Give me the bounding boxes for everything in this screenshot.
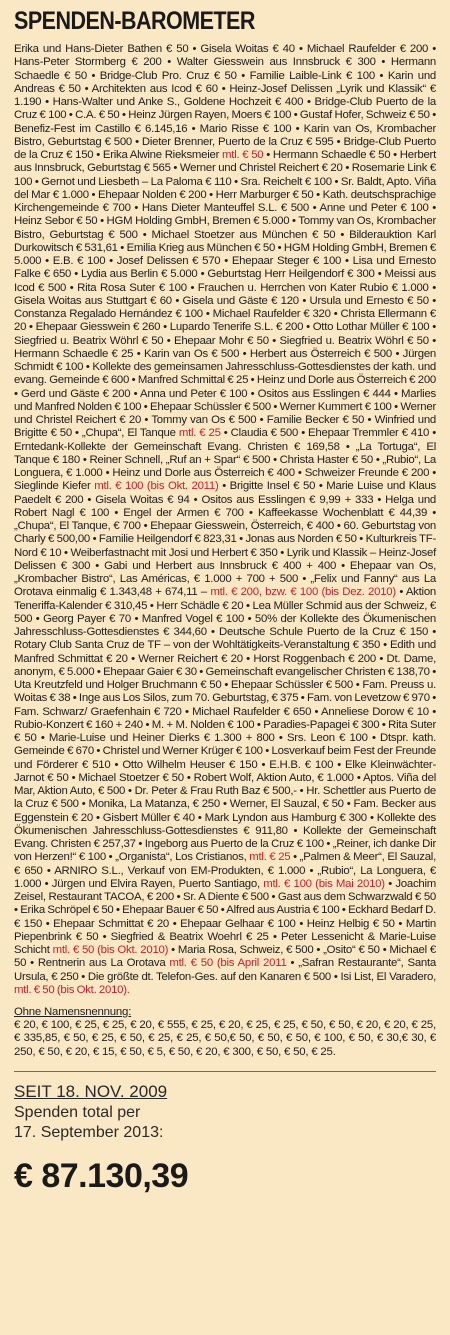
monthly-donation-note: mtl. € 50 (bis Okt. 2010) [52, 944, 169, 956]
donor-text: • Maria Rosa, Schweiz, € 500 • „Osito“ € 50 • Michael € 50 • Rentnerin aus La Orotava [14, 944, 436, 970]
monthly-donation-note: mtl. € 200, bzw. € 100 (bis Dez. 2010) [210, 586, 396, 599]
monthly-donation-note: mtl. € 100 (bis Mai 2010) [263, 877, 385, 890]
monthly-donation-note: mtl. € 50 [222, 149, 264, 161]
since-date: SEIT 18. NOV. 2009 [14, 1081, 168, 1101]
donor-text: Erika und Hans-Dieter Bathen € 50 • Gisela Woitas € 40 • Michael Raufelder € 200 • Hans-Peter Stormberg € 200 • Walter Giesswein aus Innsbruck € 300 • Hermann Schaedle € 50 • Bridge-Club Pro. Cruz € 50 • Familie Laible-Link € 100 • Karin und Andreas € 50 • Architekten aus Icod € 60 • Heinz-Josef Delissen „Lyrik und Klassik“ € 1.190 • Hans-Walter und Anke S., Goldene Hochzeit € 400 • Bridge-Club Puerto de la Cruz € 100 • C.A. € 50 • Heinz Jürgen Rayen, Moers € 100 • Gustaf Hofer, Schweiz € 50 • Benefiz-Fest im Castillo € 6.145,16 • Mario Risse € 100 • Karin van Os, Krombacher Bistro, Geburtstag € 500 • Dieter Brenner, Puerto de la Cruz € 595 • Bridge-Club Puerto de la Cruz € 150 • Erika Alwine Rieksmeier [14, 43, 436, 161]
donor-text: • „Palmen & Meer“, El Sauzal, € 650 • ARNIRO S.L., Verkauf von EM-Produkten, € 1.000 • „Rubio“, La Longuera, € 1.000 • Jürgen und Elvira Rayen, Puerto Santiago, [14, 851, 436, 890]
total-amount: € 87.130,39 [14, 1156, 189, 1195]
anonymous-heading: Ohne Namensnennung: [14, 1006, 132, 1018]
donor-text: • Aktion Teneriffa-Kalender € 310,45 • Herr Schädle € 20 • Lea Müller Schmid aus der Schweiz, € 500 • Georg Payer € 70 • Manfred Vogel € 100 • 50% der Kollekte des Ökumenischen Jahresschluss-Gottesdienstes € 344,60 • Deutsche Schule Puerto de la Cruz € 150 • Rotary Club Santa Cruz de TF – von der Wohltätigkeits-Veranstaltung € 350 • Edith und Manfred Schmittat € 20 • Werner Reichert € 20 • Horst Roggenbach € 200 • Dt. Dame, anonym, € 5.000 • Ehepaar Gaier € 30 • Gemeinschaft evangelischer Christen € 138,70 • Uta Kreutzfeld und Holger Bruchmann € 50 • Ehepaar Schüssler € 500 • Fam. Preuss u. Woitas € 38 • Inge aus Los Silos, zum 70. Geburtstag, € 375 • Fam. von Levetzow € 970 • Fam. Schwarz/ Graefenhain € 720 • Michael Raufelder € 650 • Anneliese Dorow € 10 • Rubio-Konzert € 160 + 240 • M. + M. Nolden € 100 • Paradies-Papagei € 300 • Rita Suter € 50 • Marie-Luise und Heiner Dierks € 1.300 + 800 • Srs. Leon € 100 • Dtspr. kath. Gemeinde € 670 • Christel und Werner Krüger € 100 • Losverkauf beim Fest der Freunde und Förderer € 510 • Otto Wilhelm Heuser € 150 • E.H.B. € 100 • Elke Kleinwächter-Jarnot € 50 • Michael Stoetzer € 50 • Robert Wolf, Aktion Auto, € 1.000 • Aptos. Viña del Mar, Aktion Auto, € 500 • Dr. Peter & Frau Ruth Baz € 500,- • Hr. Schettler aus Puerto de la Cruz € 500 • Monika, La Matanza, € 250 • Werner, El Sauzal, € 50 • Fam. Becker aus Eggenstein € 20 • Gisbert Müller € 40 • Mark Lyndon aus Hamburg € 300 • Kollekte des Ökumenischen Jahresschluss-Gottesdienstes € 911,80 • Kollekte der Gemeinschaft Evang. Christen € 257,37 • Ingeborg aus Puerto de la Cruz € 100 • „Reiner, ich danke Dir von Herzen!“ € 100 • „Organista“, Los Cristianos, [14, 586, 436, 864]
donor-text: • Brigitte Insel € 50 • Marie Luise und Klaus Paedelt € 200 • Gisela Woitas € 94 • Ositos aus Esslingen € 9,99 + 333 • Helga und Robert Nagl € 100 • Engel der Armen € 700 • Kaffeekasse Wochenblatt € 44,39 • „Chupa“, El Tanque, € 700 • Ehepaar Giesswein, Österreich, € 400 • 60. Geburtstag von Charly € 500,00 • Familie Heilgendorf € 823,31 • Jonas aus Norden € 50 • Kulturkreis TF-Nord € 10 • Weiberfastnacht mit Josi und Herbert € 350 • Lyrik und Klassik – Heinz-Josef Delissen € 300 • Gabi und Herbert aus Innsbruck € 400 + 400 • Ehepaar van Os, „Krombacher Bistro“, Las Américas, € 1.000 + 700 + 500 • „Felix und Fanny“ aus La Orotava einmalig € 1.343,48 + 674,11 – [14, 480, 436, 599]
donor-text: • Claudia € 500 • Ehepaar Tremmler € 410 • Erntedank-Kollekte der Gemeinschaft Evang. Christen € 169,58 • „La Tortuga“, El Tanque € 180 • Reiner Schnell, „Ruf an + Spar“ € 500 • Christa Haster € 50 • „Rubio“, La Longuera, € 1.000 • Heinz und Dorle aus Österreich € 400 • Schweizer Freunde € 200 • Sieglinde Kiefer [14, 427, 436, 493]
donor-text: • „Safran Restaurante“, Santa Ursula, € 250 • Die größte dt. Telefon-Ges. auf den Kanaren € 500 • Isi List, El Varadero, [14, 957, 437, 983]
donor-text: • Joachim Zeisel, Restaurant TACOA, € 200 • Sr. A Diente € 500 • Gast aus dem Schwarzwald € 50 • Erika Schröpel € 50 • Ehepaar Bauer € 50 • Alfred aus Austria € 100 • Eckhard Bedarf D. € 150 • Ehepaar Schmittat € 20 • Ehepaar Gelhaar € 100 • Heinz Helbig € 50 • Martin Piepenbrink € 50 • Siegfried & Beatrix Woehrl € 25 • Peter Lessenicht & Marie-Luise Schicht [14, 877, 436, 956]
monthly-donation-note: mtl. € 50 (bis April 2011 [169, 957, 287, 970]
monthly-donation-note: mtl. € 25 [178, 427, 221, 440]
monthly-donation-note: mtl. € 100 (bis Okt. 2011) [94, 480, 219, 493]
anonymous-donations: € 20, € 100, € 25, € 25, € 20, € 555, € 25, € 20, € 25, € 25, € 50, € 50, € 20, € 20, € 25, € 335,85, € 50, € 25, € 50, € 25, € 25, € 50,€ 50, € 50, € 50, € 100, € 50, € 30,€ 30, € 250, € 50, € 20, € 15, € 50, € 5, € 50, € 20, € 300, € 50, € 50, € 25. [14, 1019, 436, 1058]
divider [14, 1071, 436, 1072]
donor-list [14, 43, 436, 997]
page-title: SPENDEN-BAROMETER [14, 7, 255, 35]
total-label-line-2: 17. September 2013: [14, 1123, 164, 1141]
total-label-line-1: Spenden total per [14, 1103, 141, 1121]
donor-text: • Hermann Schaedle € 50 • Herbert aus Innsbruck, Geburtstag € 565 • Werner und Christel Reichert € 20 • Rosemarie Link € 100 • Gernot und Liesbeth – La Paloma € 110 • Sra. Reichelt € 100 • Sr. Baldt, Apto. Viña del Mar € 1.000 • Ehepaar Nolden € 200 • Herr Marburger € 50 • Kath. deutschsprachige Kirchengemeinde € 700 • Hans Dieter Manteuffel S.L. € 500 • Anne und Peter € 100 • Heinz Sebor € 50 • HGM Holding GmbH, Bremen € 5.000 • Tommy van Os, Krombacher Bistro, Geburtstag € 500 • Michael Stoetzer aus München € 50 • Bilderauktion Karl Durkowitsch € 531,61 • Emilia Krieg aus München € 50 • HGM Holding GmbH, Bremen € 5.000 • E.B. € 100 • Josef Delissen € 570 • Ehepaar Steger € 100 • Lisa und Ernesto Falke € 650 • Lydia aus Berlin € 5.000 • Geburtstag Herr Heilgendorf € 300 • Meissi aus Icod € 500 • Rita Rosa Suter € 100 • Frauchen u. Herrchen von Kater Rubio € 1.000 • Gisela Woitas aus Stuttgart € 60 • Gisela und Gäste € 120 • Ursula und Ernesto € 50 • Constanza Regalado Hernández € 100 • Michael Raufelder € 320 • Christa Ellermann € 20 • Ehepaar Giesswein € 260 • Lupardo Tenerife S.L. € 200 • Otto Lothar Müller € 100 • Siegfried u. Beatrix Wöhrl € 50 • Ehepaar Mohr € 50 • Siegfried u. Beatrix Wöhrl € 50 • Hermann Schaedle € 25 • Karin van Os € 500 • Herbert aus Österreich € 500 • Jürgen Schmidt € 100 • Kollekte des gemeinsamen Jahresschluss-Gottesdienstes der kath. und evang. Gemeinde € 600 • Manfred Schmittal € 25 • Heinz und Dorle aus Österreich € 200 • Gerd und Gäste € 200 • Anna und Peter € 100 • Ositos aus Esslingen € 444 • Marlies und Manfred Nolden € 100 • Ehepaar Schüssler € 500 • Werner Kummert € 100 • Werner und Christel Reichert € 20 • Tommy van Os € 500 • Familie Becker € 50 • Winfried und Brigitte € 50 • „Chupa“, El Tanque [14, 149, 436, 440]
monthly-donation-note: mtl. € 25 [249, 851, 291, 864]
monthly-donation-note: mtl. € 50 (bis Okt. 2010). [14, 983, 130, 996]
